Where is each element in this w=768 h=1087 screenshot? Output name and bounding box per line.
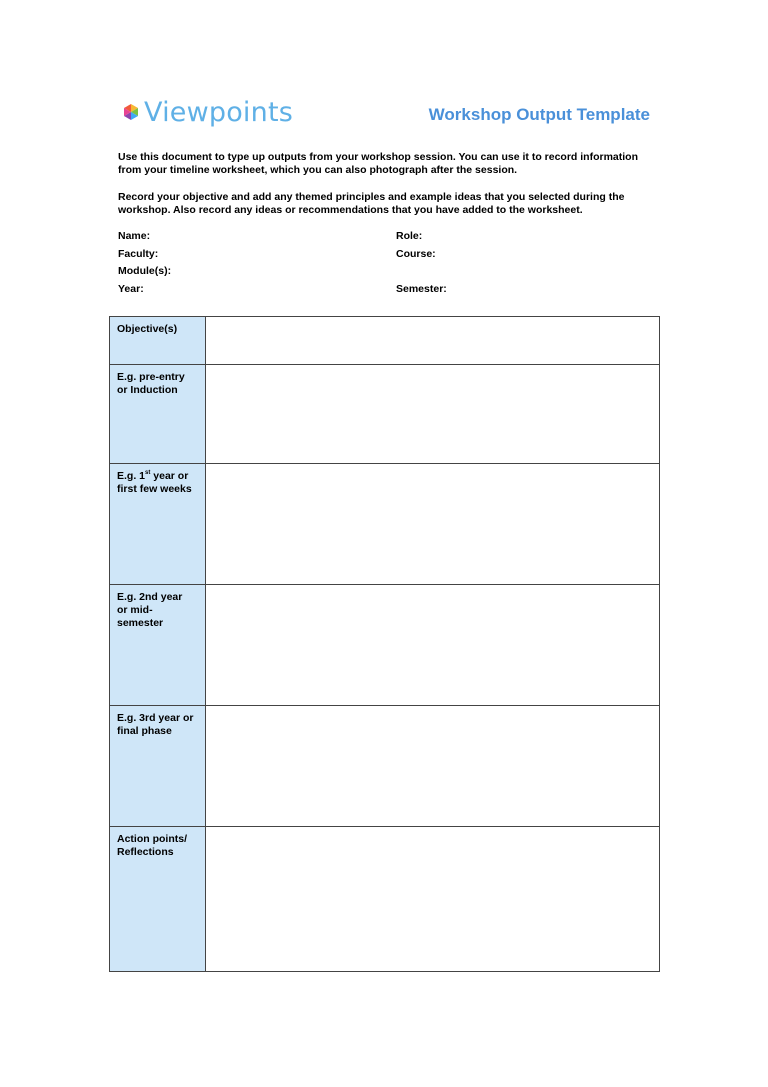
viewpoints-logo — [122, 96, 293, 128]
table-row — [110, 827, 660, 972]
table-row — [110, 706, 660, 827]
modules-field-label: Module(s): — [118, 265, 172, 277]
action-points-label: Action points/ Reflections — [110, 827, 206, 971]
year-field-label: Year: — [118, 282, 144, 295]
semester-field-label: Semester: — [396, 282, 447, 295]
intro-text — [118, 151, 658, 231]
objective-cell[interactable] — [206, 317, 660, 364]
third-year-cell[interactable] — [206, 706, 660, 826]
document-title: Workshop Output Template — [428, 105, 650, 124]
course-field-label: Course: — [396, 247, 436, 260]
table-row — [110, 317, 660, 365]
second-year-label: E.g. 2nd year or mid- semester — [110, 585, 206, 705]
role-field-label: Role: — [396, 230, 423, 242]
table-row — [110, 464, 660, 585]
second-year-cell[interactable] — [206, 585, 660, 705]
third-year-label: E.g. 3rd year or final phase — [110, 706, 206, 826]
viewpoints-mosaic-icon — [122, 102, 140, 122]
faculty-field-label: Faculty: — [118, 247, 159, 260]
table-row — [110, 585, 660, 706]
pre-entry-cell[interactable] — [206, 365, 660, 463]
output-table — [109, 316, 660, 972]
logo-text: Viewpoints — [144, 96, 293, 128]
intro-paragraph: Use this document to type up outputs from your workshop session. You can use it to record information from your timeline worksheet, which you can also photograph after the session. — [118, 151, 638, 176]
name-field-label: Name: — [118, 230, 151, 242]
first-year-label: E.g. 1st year or first few weeks — [110, 464, 206, 584]
details-fields — [118, 230, 658, 300]
first-year-cell[interactable] — [206, 464, 660, 584]
pre-entry-label: E.g. pre-entry or Induction — [110, 365, 206, 463]
action-points-cell[interactable] — [206, 827, 660, 971]
table-row — [110, 365, 660, 464]
intro-paragraph: Record your objective and add any themed principles and example ideas that you selected during the workshop. Also record any ideas or recommendations that you have added to the worksheet. — [118, 191, 625, 216]
objective-label: Objective(s) — [110, 317, 206, 364]
